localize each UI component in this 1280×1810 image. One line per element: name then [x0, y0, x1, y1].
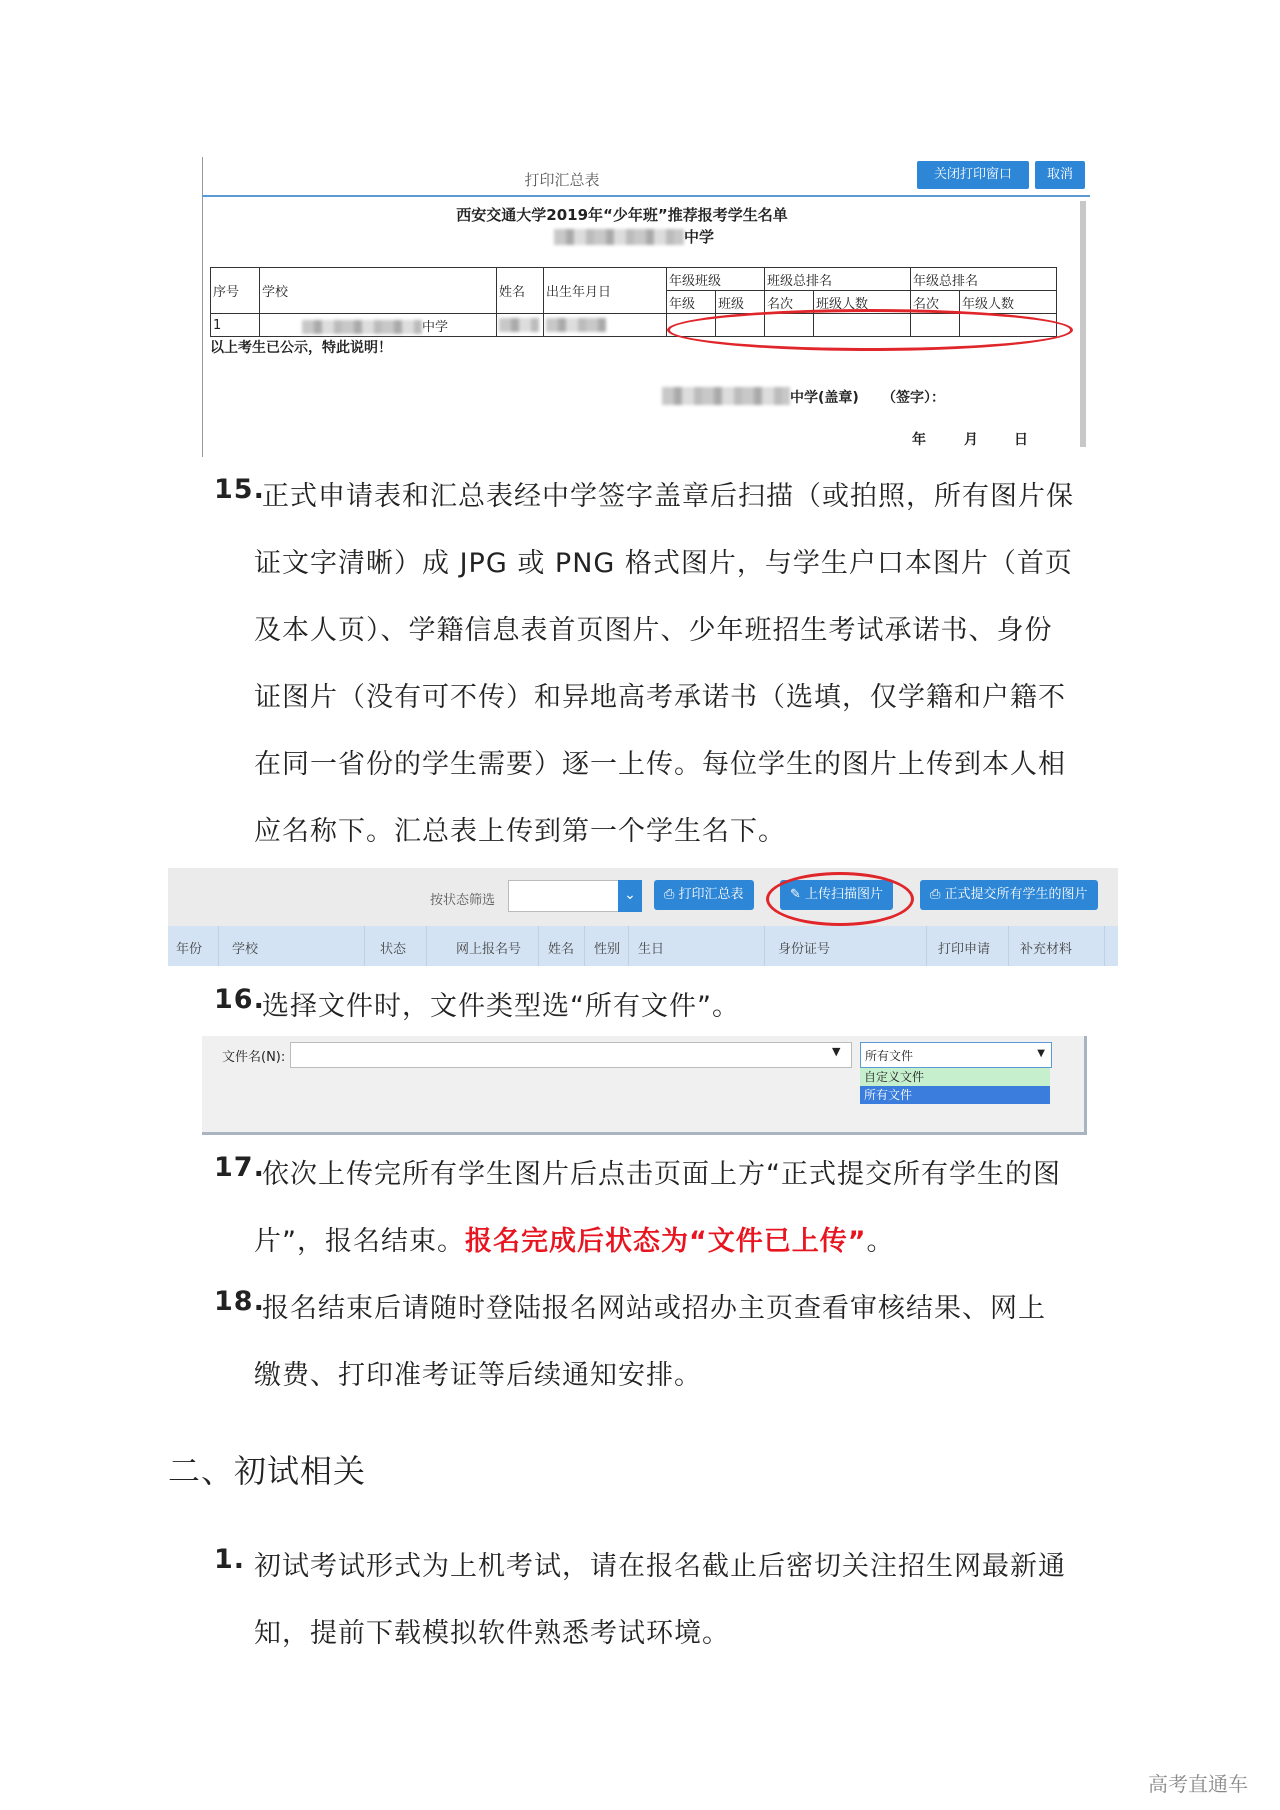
col-name: 姓名 [548, 942, 575, 957]
row-school [260, 314, 497, 337]
col-year: 年份 [176, 942, 203, 957]
item-18-line-2: 缴费、打印准考证等后续通知安排。 [254, 1360, 702, 1391]
status-filter-select[interactable] [508, 880, 630, 912]
file-type-option[interactable]: 自定义文件 [860, 1068, 1050, 1086]
date-month: 月 [964, 432, 978, 448]
file-type-select[interactable] [860, 1042, 1052, 1068]
col-online-id: 网上报名号 [456, 942, 522, 957]
file-type-selected: 所有文件 [865, 1049, 914, 1063]
row-name [497, 314, 544, 337]
col-class: 班级 [716, 291, 765, 314]
item-17-line-2: 片”，报名结束。报名完成后状态为“文件已上传”。 [254, 1226, 895, 1257]
col-supplementary: 补充材料 [1020, 942, 1073, 957]
col-school: 学校 [260, 268, 497, 314]
item-15-line-4: 证图片（没有可不传）和异地高考承诺书（选填，仅学籍和户籍不 [254, 682, 1066, 713]
publicity-note: 以上考生已公示，特此说明！ [210, 340, 392, 356]
row-school-suffix: 中学 [422, 319, 449, 335]
row-seq: 1 [211, 314, 260, 337]
section-2-item-1-number: 1. [214, 1544, 246, 1575]
filename-input[interactable] [290, 1042, 852, 1068]
item-15-line-2: 证文字清晰）成 JPG 或 PNG 格式图片，与学生户口本图片（首页 [254, 548, 1073, 579]
col-gender: 性别 [594, 942, 621, 957]
scrollbar[interactable] [1080, 201, 1086, 447]
printer-icon: ⎙ [930, 887, 945, 902]
col-grade: 年级 [667, 291, 716, 314]
item-16-line-1: 选择文件时，文件类型选“所有文件”。 [262, 991, 740, 1022]
print-summary-button[interactable]: ⎙ 打印汇总表 [654, 880, 754, 910]
col-id-number: 身份证号 [778, 942, 831, 957]
item-17-number: 17. [214, 1152, 265, 1183]
redacted-school-name [554, 229, 684, 245]
col-name: 姓名 [497, 268, 544, 314]
print-summary-screenshot [202, 157, 1090, 457]
section-2-title: 二、初试相关 [168, 1452, 367, 1490]
cancel-button[interactable]: 取消 [1035, 161, 1085, 189]
item-15-line-1: 正式申请表和汇总表经中学签字盖章后扫描（或拍照，所有图片保 [262, 481, 1074, 512]
chevron-down-icon[interactable]: ▼ [832, 1045, 841, 1058]
row-birth [544, 314, 667, 337]
upload-scan-button[interactable]: ✎ 上传扫描图片 [780, 880, 893, 910]
stamp-label: 中学(盖章) [790, 390, 859, 406]
sign-label: （签字）： [882, 390, 945, 406]
col-rank: 名次 [765, 291, 814, 314]
date-day: 日 [1014, 432, 1028, 448]
highlight-ellipse [667, 309, 1073, 351]
col-status: 状态 [380, 942, 407, 957]
col-grade-rank-num: 名次 [911, 291, 960, 314]
item-15-line-3: 及本人页）、学籍信息表首页图片、少年班招生考试承诺书、身份 [254, 615, 1053, 646]
pencil-icon: ✎ [790, 887, 806, 902]
print-window-title: 打印汇总表 [524, 171, 600, 189]
printer-icon: ⎙ [664, 887, 679, 902]
date-year: 年 [912, 432, 926, 448]
col-class-count: 班级人数 [814, 291, 911, 314]
item-15-number: 15. [214, 474, 265, 505]
submit-all-images-button[interactable]: ⎙ 正式提交所有学生的图片 [920, 880, 1098, 910]
col-class-rank: 班级总排名 [765, 268, 911, 291]
col-print-application: 打印申请 [938, 942, 991, 957]
col-birth: 出生年月日 [544, 268, 667, 314]
close-print-window-button[interactable]: 关闭打印窗口 [917, 161, 1029, 189]
file-type-option-selected[interactable]: 所有文件 [860, 1086, 1050, 1104]
col-birthday: 生日 [638, 942, 665, 957]
col-seq: 序号 [211, 268, 260, 314]
col-grade-count: 年级人数 [960, 291, 1057, 314]
school-suffix: 中学 [684, 228, 715, 246]
chevron-down-icon[interactable]: ⌄ [618, 880, 642, 912]
item-18-line-1: 报名结束后请随时登陆报名网站或招办主页查看审核结果、网上 [262, 1293, 1046, 1324]
item-15-line-5: 在同一省份的学生需要）逐一上传。每位学生的图片上传到本人相 [254, 749, 1066, 780]
col-grade-rank: 年级总排名 [911, 268, 1057, 291]
result-table-header [168, 926, 1118, 966]
item-16-number: 16. [214, 984, 265, 1015]
col-grade-class: 年级班级 [667, 268, 765, 291]
highlight-ellipse [766, 872, 914, 926]
file-dialog-screenshot [202, 1036, 1087, 1135]
section-2-item-1-line-2: 知，提前下载模拟软件熟悉考试环境。 [254, 1618, 730, 1649]
watermark: 高考直通车 [1148, 1772, 1248, 1796]
item-15-line-6: 应名称下。汇总表上传到第一个学生名下。 [254, 816, 786, 847]
upload-toolbar-screenshot [168, 868, 1118, 966]
chevron-down-icon: ▼ [1037, 1048, 1045, 1059]
col-school: 学校 [232, 942, 259, 957]
filter-label: 按状态筛选 [430, 893, 496, 908]
document-title: 西安交通大学2019年“少年班”推荐报考学生名单 [456, 206, 788, 224]
completion-status-note: 报名完成后状态为“文件已上传” [465, 1226, 867, 1257]
window-left-border [202, 157, 203, 457]
section-2-item-1-line-1: 初试考试形式为上机考试，请在报名截止后密切关注招生网最新通 [254, 1551, 1066, 1582]
redacted-stamp-school [662, 387, 790, 405]
filename-label: 文件名(N): [222, 1050, 286, 1065]
item-18-number: 18. [214, 1286, 265, 1317]
item-17-line-1: 依次上传完所有学生图片后点击页面上方“正式提交所有学生的图 [262, 1159, 1061, 1190]
